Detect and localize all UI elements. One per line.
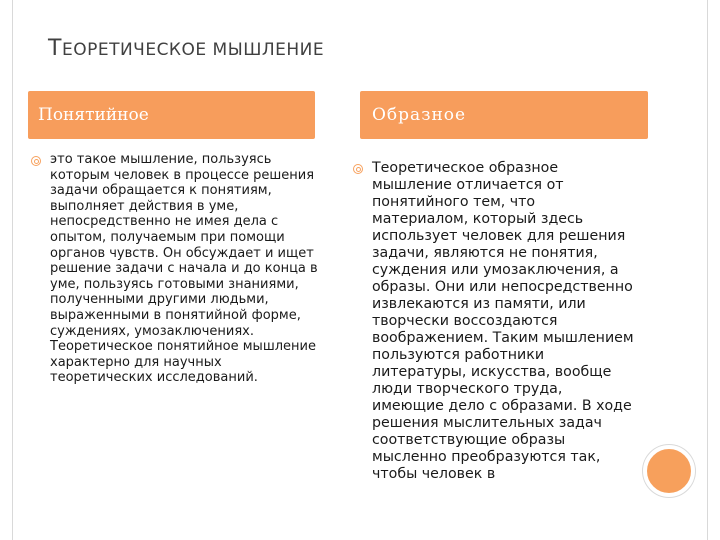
left-column-text: это такое мышление, пользуясь которым человек в процессе решения задачи обращается к понятиям, выполняет действия в уме, непосредственно не имея дела с опытом, получаемым при помощи органов чувств. Он обсуждает и ищет решение задачи с начала и до конца в уме, пользуясь готовыми знаниями, полученными другими людьми, выраженными в понятийной форме, суждениях, умозаключениях. Теоретическое понятийное мышление характерно для научных теоретических исследований.: [50, 152, 318, 386]
left-bullet-icon: [31, 156, 41, 166]
left-column-header: [28, 91, 315, 139]
slide-title-rest: ЕОРЕТИЧЕСКОЕ МЫШЛЕНИЕ: [61, 40, 325, 60]
decorative-circle: [643, 445, 695, 497]
right-bullet-icon: [353, 164, 363, 174]
right-column-header-label: Образное: [372, 105, 467, 125]
slide-title-first-letter: Т: [48, 36, 62, 61]
right-column-text: Теоретическое образное мышление отличается от понятийного тем, что материалом, который здесь использует человек для решения задачи, являются не понятия, суждения или умозаключения, а образы. Они или непосредственно извлекаются из памяти, или творчески воссоздаются воображением. Таким мышлением пользуются работники литературы, искусства, вообще люди творческого труда, имеющие дело с образами. В ходе решения мыслительных задач соответствующие образы мысленно преобразуются так, чтобы человек в: [372, 160, 634, 482]
right-column-header: [360, 91, 648, 139]
slide-title: [48, 36, 324, 61]
left-column-header-label: Понятийное: [38, 105, 149, 125]
